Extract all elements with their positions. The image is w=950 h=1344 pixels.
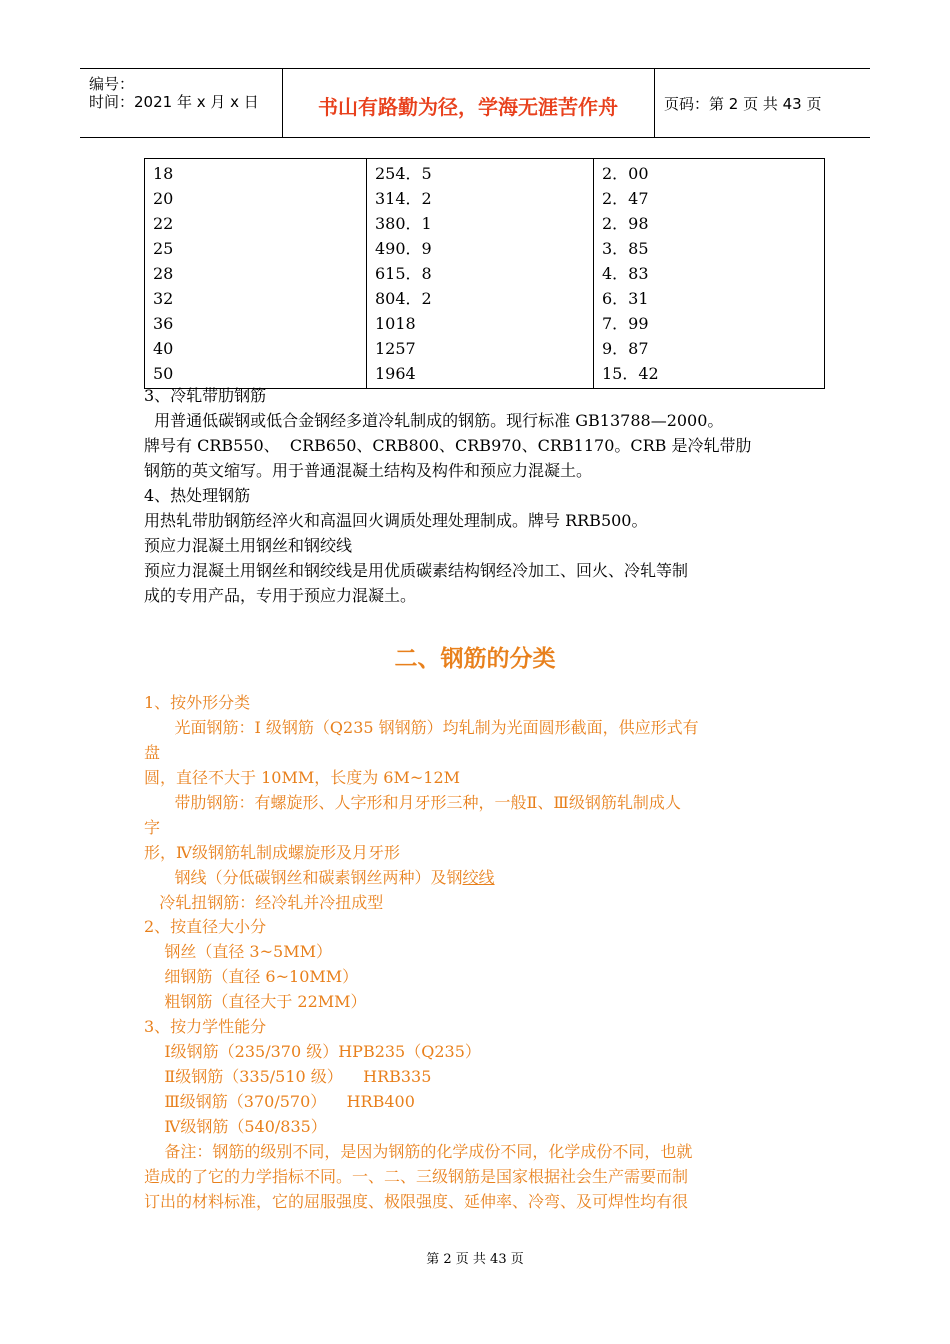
table-cell: 2．47: [602, 189, 649, 208]
section-title: 二、钢筋的分类: [394, 646, 556, 672]
table-cell: 32: [153, 289, 174, 308]
table-cell: 22: [153, 214, 174, 233]
body-line: 预应力混凝土用钢丝和钢绞线: [144, 536, 353, 555]
orange-line: [144, 868, 495, 888]
page-footer: 第 2 页 共 43 页: [426, 1252, 524, 1267]
table-cell: 2．98: [602, 214, 649, 233]
body-line: 牌号有 CRB550、 CRB650、CRB800、CRB970、CRB1170。CRB 是冷轧带肋: [144, 436, 752, 455]
table-cell: 2．00: [602, 164, 649, 183]
orange-line: 1、按外形分类: [144, 693, 251, 712]
orange-line: 细钢筋（直径 6~10MM）: [144, 967, 359, 986]
table-cell: 4．83: [602, 264, 649, 283]
table-cell: 1964: [375, 364, 416, 383]
table-cell: 15．42: [602, 364, 659, 383]
table-cell: 9．87: [602, 339, 649, 358]
table-column-3: [594, 159, 825, 389]
table-cell: 18: [153, 164, 174, 183]
table-cell: 36: [153, 314, 174, 333]
orange-line: Ⅰ级钢筋（235/370 级）HPB235（Q235）: [144, 1042, 481, 1061]
orange-line: 带肋钢筋：有螺旋形、人字形和月牙形三种，一般Ⅱ、Ⅲ级钢筋轧制成人: [144, 793, 681, 812]
table-cell: 25: [153, 239, 174, 258]
header-motto-cell: [282, 69, 655, 137]
table-cell: 7．99: [602, 314, 649, 333]
table-cell: 380．1: [375, 214, 432, 233]
orange-line: 2、按直径大小分: [144, 917, 267, 936]
orange-line: 字: [144, 818, 161, 837]
underlined-term: 绞线: [462, 868, 495, 887]
orange-line: 备注：钢筋的级别不同，是因为钢筋的化学成份不同，化学成份不同，也就: [144, 1142, 693, 1161]
page-header: [80, 68, 870, 138]
table-cell: 254．5: [375, 164, 432, 183]
table-column-2: [367, 159, 594, 389]
table-cell: 804．2: [375, 289, 432, 308]
orange-line: 3、按力学性能分: [144, 1017, 267, 1036]
body-line: 3、冷轧带肋钢筋: [144, 386, 267, 405]
table-row: [145, 159, 825, 389]
orange-line: 圆，直径不大于 10MM，长度为 6M~12M: [144, 768, 461, 787]
motto: 书山有路勤为径，学海无涯苦作舟: [318, 95, 618, 119]
table-cell: 3．85: [602, 239, 649, 258]
number-label: 编号：: [89, 75, 135, 93]
body-line: 4、热处理钢筋: [144, 486, 251, 505]
orange-line: Ⅱ级钢筋（335/510 级） HRB335: [144, 1067, 432, 1086]
orange-line: 钢丝（直径 3~5MM）: [144, 942, 332, 961]
body-line: 用热轧带肋钢筋经淬火和高温回火调质处理处理制成。牌号 RRB500。: [144, 511, 648, 530]
table-cell: 1018: [375, 314, 416, 333]
page-label: 页码：第 2 页 共 43 页: [664, 95, 822, 113]
orange-line: Ⅲ级钢筋（370/570） HRB400: [144, 1092, 415, 1111]
orange-line: 形，Ⅳ级钢筋轧制成螺旋形及月牙形: [144, 843, 400, 862]
body-line: 钢筋的英文缩写。用于普通混凝土结构及构件和预应力混凝土。: [144, 461, 593, 480]
table-cell: 28: [153, 264, 174, 283]
table-cell: 1257: [375, 339, 416, 358]
body-line: 用普通低碳钢或低合金钢经多道冷轧制成的钢筋。现行标准 GB13788—2000。: [144, 411, 724, 430]
table-cell: 50: [153, 364, 174, 383]
orange-line: 光面钢筋：I 级钢筋（Q235 钢钢筋）均轧制为光面圆形截面，供应形式有: [144, 718, 699, 737]
table-cell: 314．2: [375, 189, 432, 208]
body-line: 成的专用产品，专用于预应力混凝土。: [144, 586, 417, 605]
orange-line: 冷轧扭钢筋：经冷轧并冷扭成型: [144, 893, 384, 912]
text-segment: 钢线（分低碳钢丝和碳素钢丝两种）及钢: [144, 868, 463, 887]
header-info-cell: [80, 69, 283, 137]
table-cell: 6．31: [602, 289, 649, 308]
table-cell: 490．9: [375, 239, 432, 258]
table-cell: 20: [153, 189, 174, 208]
table-column-1: [145, 159, 367, 389]
orange-line: 盘: [144, 743, 161, 762]
table-cell: 40: [153, 339, 174, 358]
orange-line: 订出的材料标准，它的屈服强度、极限强度、延伸率、冷弯、及可焊性均有很: [144, 1192, 689, 1211]
orange-line: 粗钢筋（直径大于 22MM）: [144, 992, 367, 1011]
body-line: 预应力混凝土用钢丝和钢绞线是用优质碳素结构钢经冷加工、回火、冷轧等制: [144, 561, 689, 580]
rebar-table: [144, 158, 825, 389]
orange-line: Ⅳ级钢筋（540/835）: [144, 1117, 327, 1136]
time-label: 时间：2021 年 x 月 x 日: [89, 93, 259, 111]
table-cell: 615．8: [375, 264, 432, 283]
orange-line: 造成的了它的力学指标不同。一、二、三级钢筋是国家根据社会生产需要而制: [144, 1167, 689, 1186]
header-page-cell: [655, 69, 870, 137]
